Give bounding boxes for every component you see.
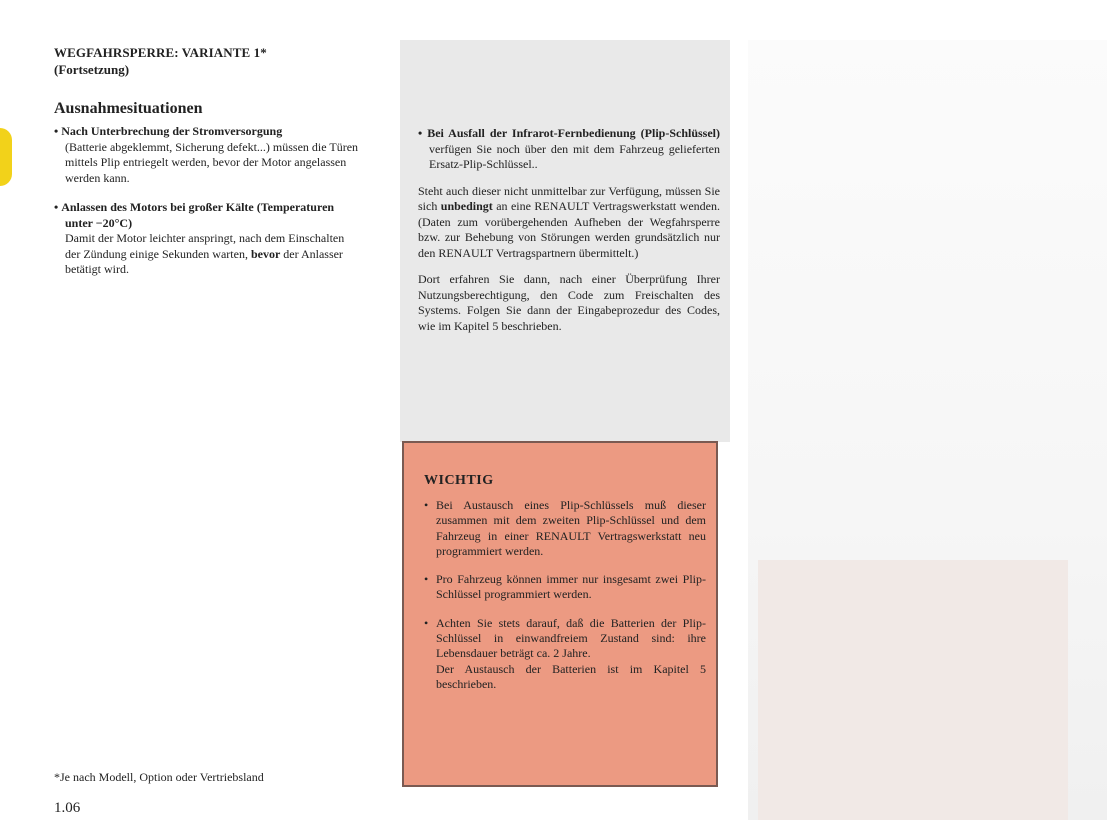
- important-item-text: Bei Austausch eines Plip-Schlüssels muß dieser zusammen mit dem zweiten Plip-Schlüssel und dem Fahrzeug in einer RENAULT Vertragswerkstatt neu programmiert werden.: [436, 498, 706, 558]
- bullet-text-bold: bevor: [250, 246, 281, 261]
- important-item-text: Pro Fahrzeug können immer nur insgesamt zwei Plip-Schlüssel programmiert werden.: [436, 572, 706, 602]
- bullet-glyph: •: [424, 615, 429, 630]
- page-number: 1.06: [54, 800, 81, 816]
- remote-failure-text: verfügen Sie noch über den mit dem Fahrzeug gelieferten Ersatz-Plip-Schlüssel..: [429, 141, 720, 171]
- remote-failure-paragraph: [418, 126, 720, 173]
- page-header-title: WEGFAHRSPERRE: VARIANTE 1*: [54, 45, 267, 60]
- bullet-title: • Nach Unterbrechung der Stromversorgung: [65, 124, 362, 140]
- remote-failure-title-text: Bei Ausfall der Infrarot-Fernbedienung (Plip-Schlüssel): [427, 126, 721, 140]
- bullet-power-interruption: [54, 124, 362, 186]
- bullet-title: • Anlassen des Motors bei großer Kälte (Temperaturen unter −20°C): [65, 200, 362, 231]
- bleed-through-box: [758, 560, 1068, 820]
- footnote: *Je nach Modell, Option oder Vertriebsland: [54, 770, 264, 784]
- important-item-text: Achten Sie stets darauf, daß die Batterien der Plip-Schlüssel in einwandfreiem Zustand sind: ihre Lebensdauer beträgt ca. 2 Jahre.: [436, 615, 706, 661]
- workshop-paragraph: [418, 184, 720, 262]
- important-item: [424, 498, 706, 559]
- important-item: [424, 616, 706, 662]
- important-item: [424, 572, 706, 603]
- bleed-through-page: [748, 40, 1107, 820]
- bullet-cold-start: [54, 200, 362, 278]
- bullet-text-after: der Anlasser betätigt wird.: [65, 246, 343, 276]
- code-paragraph: Dort erfahren Sie dann, nach einer Überprüfung Ihrer Nutzungsberechtigung, den Code zum Freischalten des Systems. Folgen Sie dann der Eingabeprozedur des Codes, wie im Kapitel 5 beschrieben.: [418, 272, 720, 333]
- chapter-tab: [0, 128, 12, 186]
- important-box: [402, 441, 718, 787]
- left-column: [54, 44, 362, 292]
- important-item-extra: Der Austausch der Batterien ist im Kapitel 5 beschrieben.: [436, 661, 706, 691]
- section-heading: Ausnahmesituationen: [54, 100, 203, 117]
- workshop-text-after: an eine RENAULT Vertragswerkstatt wenden. (Daten zum vorübergehenden Aufheben der Wegfahrsperre bzw. zur Behebung von Störungen werden grundsätzlich nur den RENAULT Vertragspartnern übermittelt.): [418, 199, 720, 260]
- remote-failure-title: • Bei Ausfall der Infrarot-Fernbedienung (Plip-Schlüssel): [418, 126, 721, 140]
- workshop-text-before: Steht auch dieser nicht unmittelbar zur Verfügung, müssen Sie sich: [418, 183, 720, 213]
- workshop-text-bold: unbedingt: [440, 199, 493, 213]
- middle-column: [418, 126, 720, 345]
- bullet-glyph: •: [424, 498, 429, 512]
- bullet-text-before: Damit der Motor leichter anspringt, nach dem Einschalten der Zündung einige Sekunden warten,: [65, 231, 345, 261]
- page-header-subtitle: (Fortsetzung): [54, 62, 130, 77]
- important-heading: WICHTIG: [424, 473, 494, 488]
- bullet-text: (Batterie abgeklemmt, Sicherung defekt...) müssen die Türen mittels Plip entriegelt werden, bevor der Motor angelassen werden kann.: [65, 139, 359, 185]
- bullet-glyph: •: [424, 572, 429, 587]
